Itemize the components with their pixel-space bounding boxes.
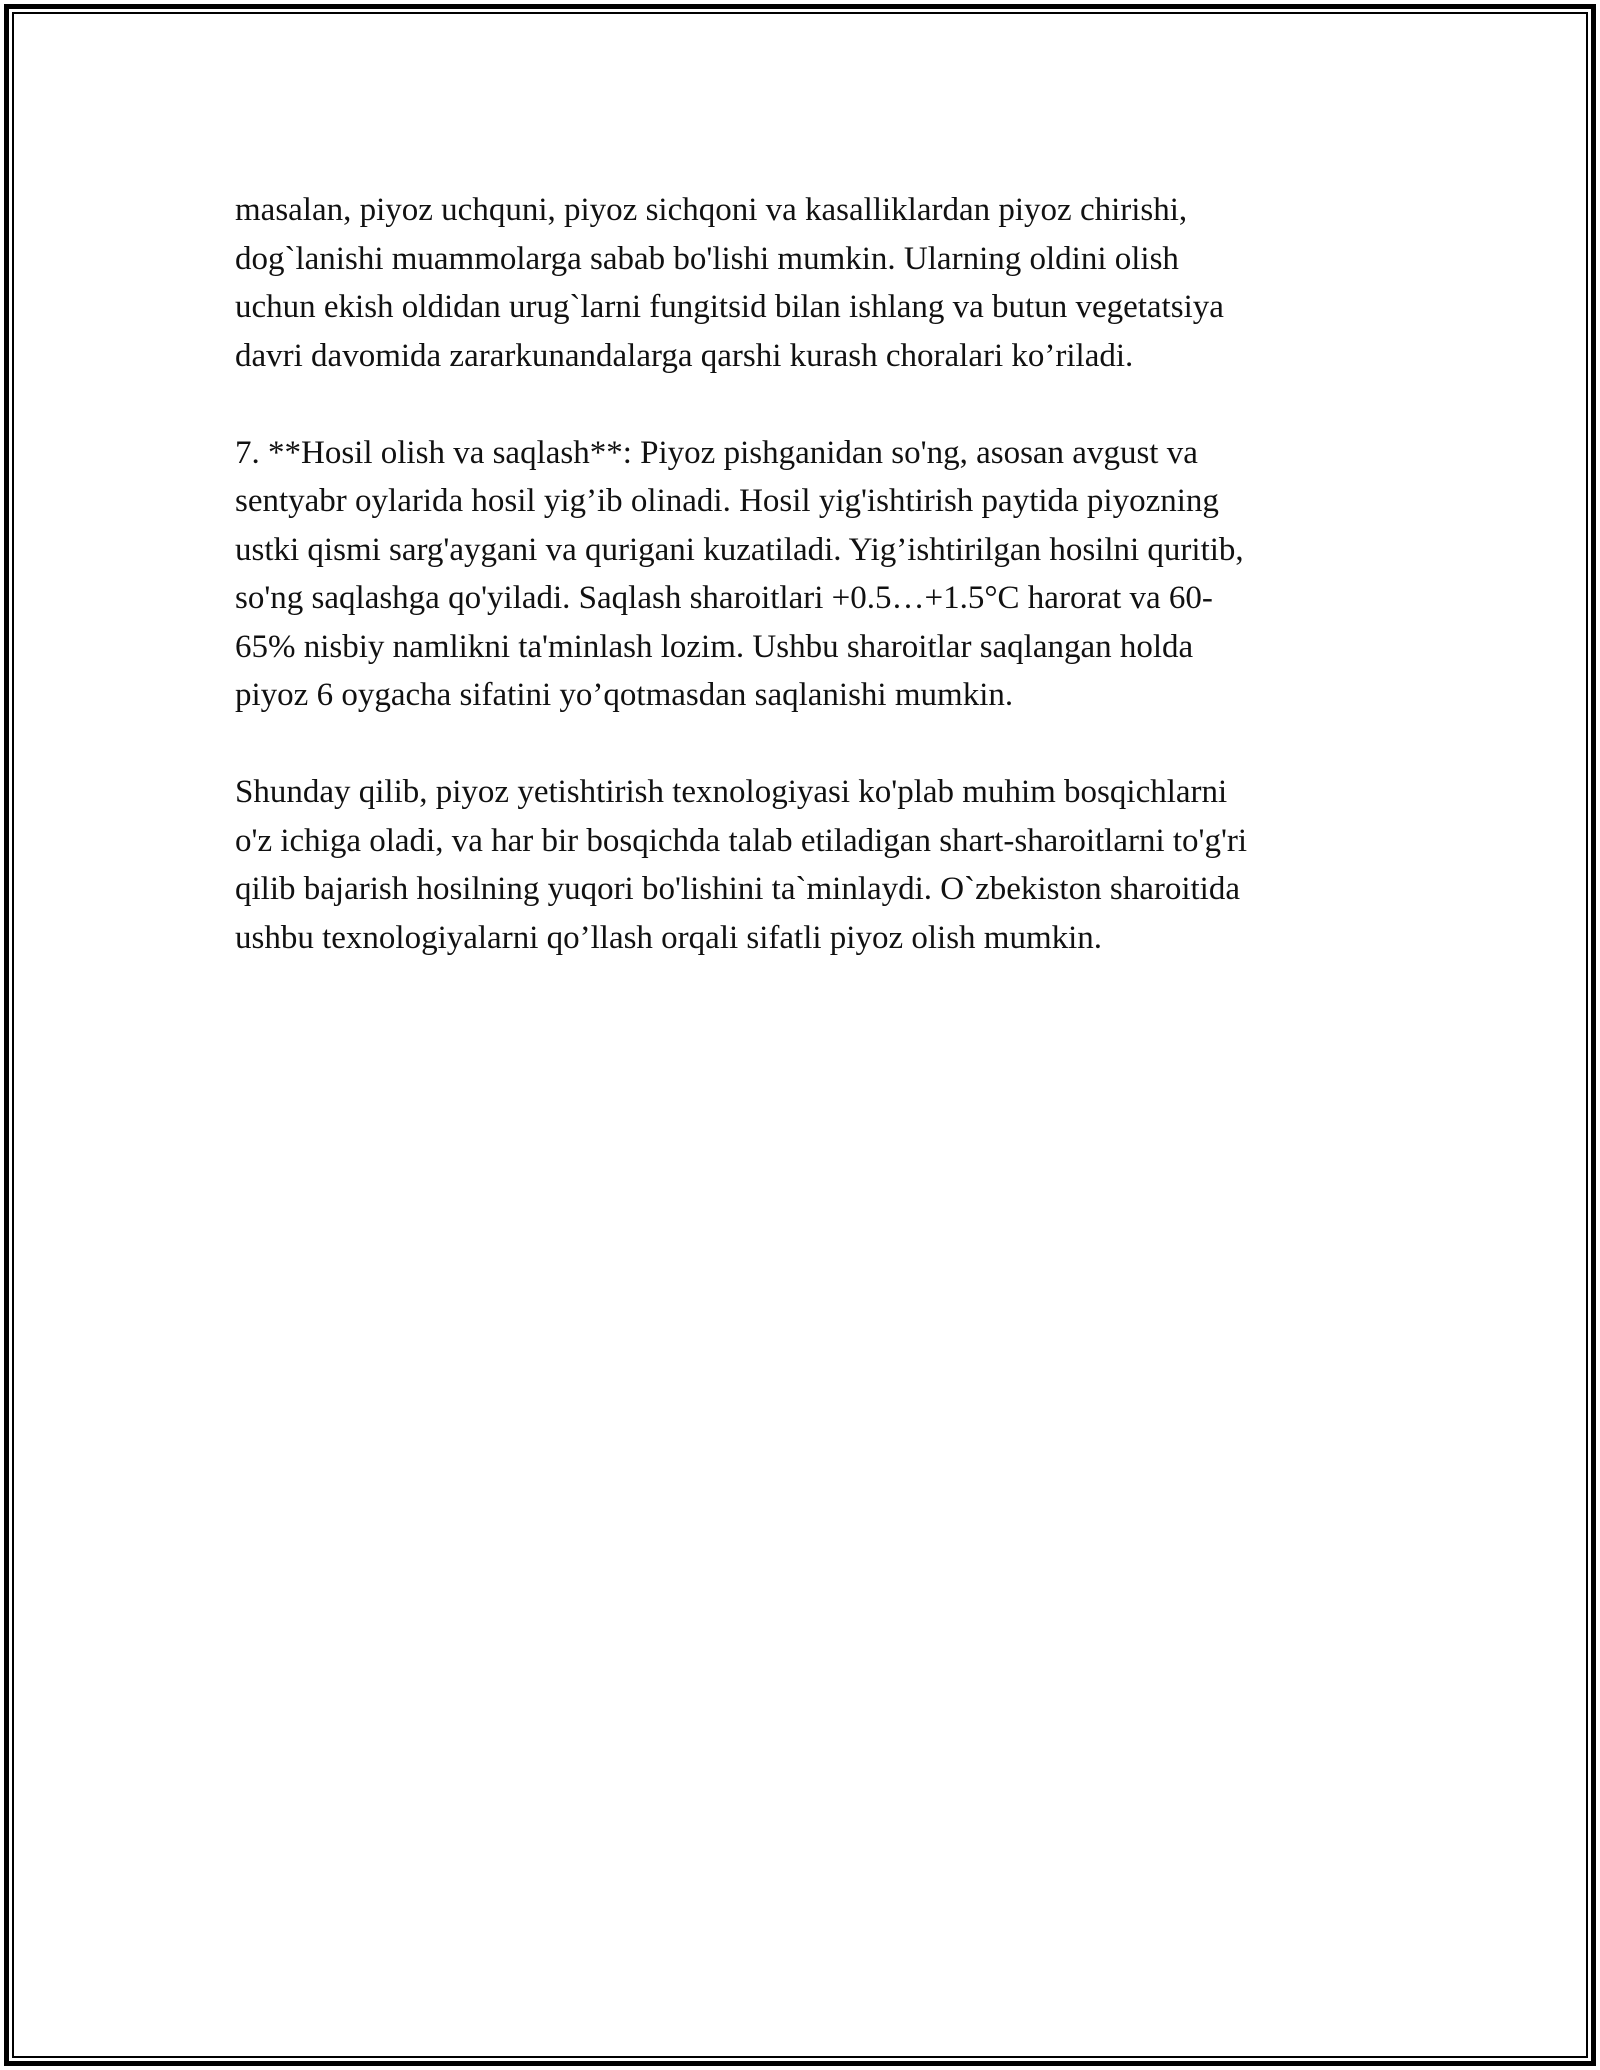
document-body <box>235 186 1385 1011</box>
text-line: uchun ekish oldidan urug`larni fungitsid bilan ishlang va butun vegetatsiya <box>235 289 1224 325</box>
text-line: piyoz 6 oygacha sifatini yo’qotmasdan saqlanishi mumkin. <box>235 677 1014 713</box>
text-line: dog`lanishi muammolarga sabab bo'lishi mumkin. Ularning oldini olish <box>235 240 1179 277</box>
text-line: davri davomida zararkunandalarga qarshi kurash choralari ko’riladi. <box>235 337 1134 374</box>
text-line: 7. **Hosil olish va saqlash**: Piyoz pishganidan so'ng, asosan avgust va <box>235 434 1198 471</box>
text-line: ustki qismi sarg'aygani va qurigani kuzatiladi. Yig’ishtirilgan hosilni quritib, <box>235 531 1244 568</box>
text-line: so'ng saqlashga qo'yiladi. Saqlash sharoitlari +0.5…+1.5°C harorat va 60- <box>235 580 1213 616</box>
paragraph-harvest-storage <box>235 429 1385 720</box>
text-line: Shunday qilib, piyoz yetishtirish texnologiyasi ko'plab muhim bosqichlarni <box>235 774 1228 810</box>
text-line: sentyabr oylarida hosil yig’ib olinadi. Hosil yig'ishtirish paytida piyozning <box>235 483 1219 519</box>
text-line: masalan, piyoz uchquni, piyoz sichqoni va kasalliklardan piyoz chirishi, <box>235 192 1188 228</box>
text-line: qilib bajarish hosilning yuqori bo'lishini ta`minlaydi. O`zbekiston sharoitida <box>235 871 1240 907</box>
paragraph-pest-control <box>235 186 1385 380</box>
paragraph-conclusion <box>235 768 1385 962</box>
text-line: 65% nisbiy namlikni ta'minlash lozim. Ushbu sharoitlar saqlangan holda <box>235 628 1194 665</box>
text-line: o'z ichiga oladi, va har bir bosqichda talab etiladigan shart-sharoitlarni to'g'ri <box>235 822 1248 859</box>
text-line: ushbu texnologiyalarni qo’llash orqali sifatli piyoz olish mumkin. <box>235 919 1103 956</box>
